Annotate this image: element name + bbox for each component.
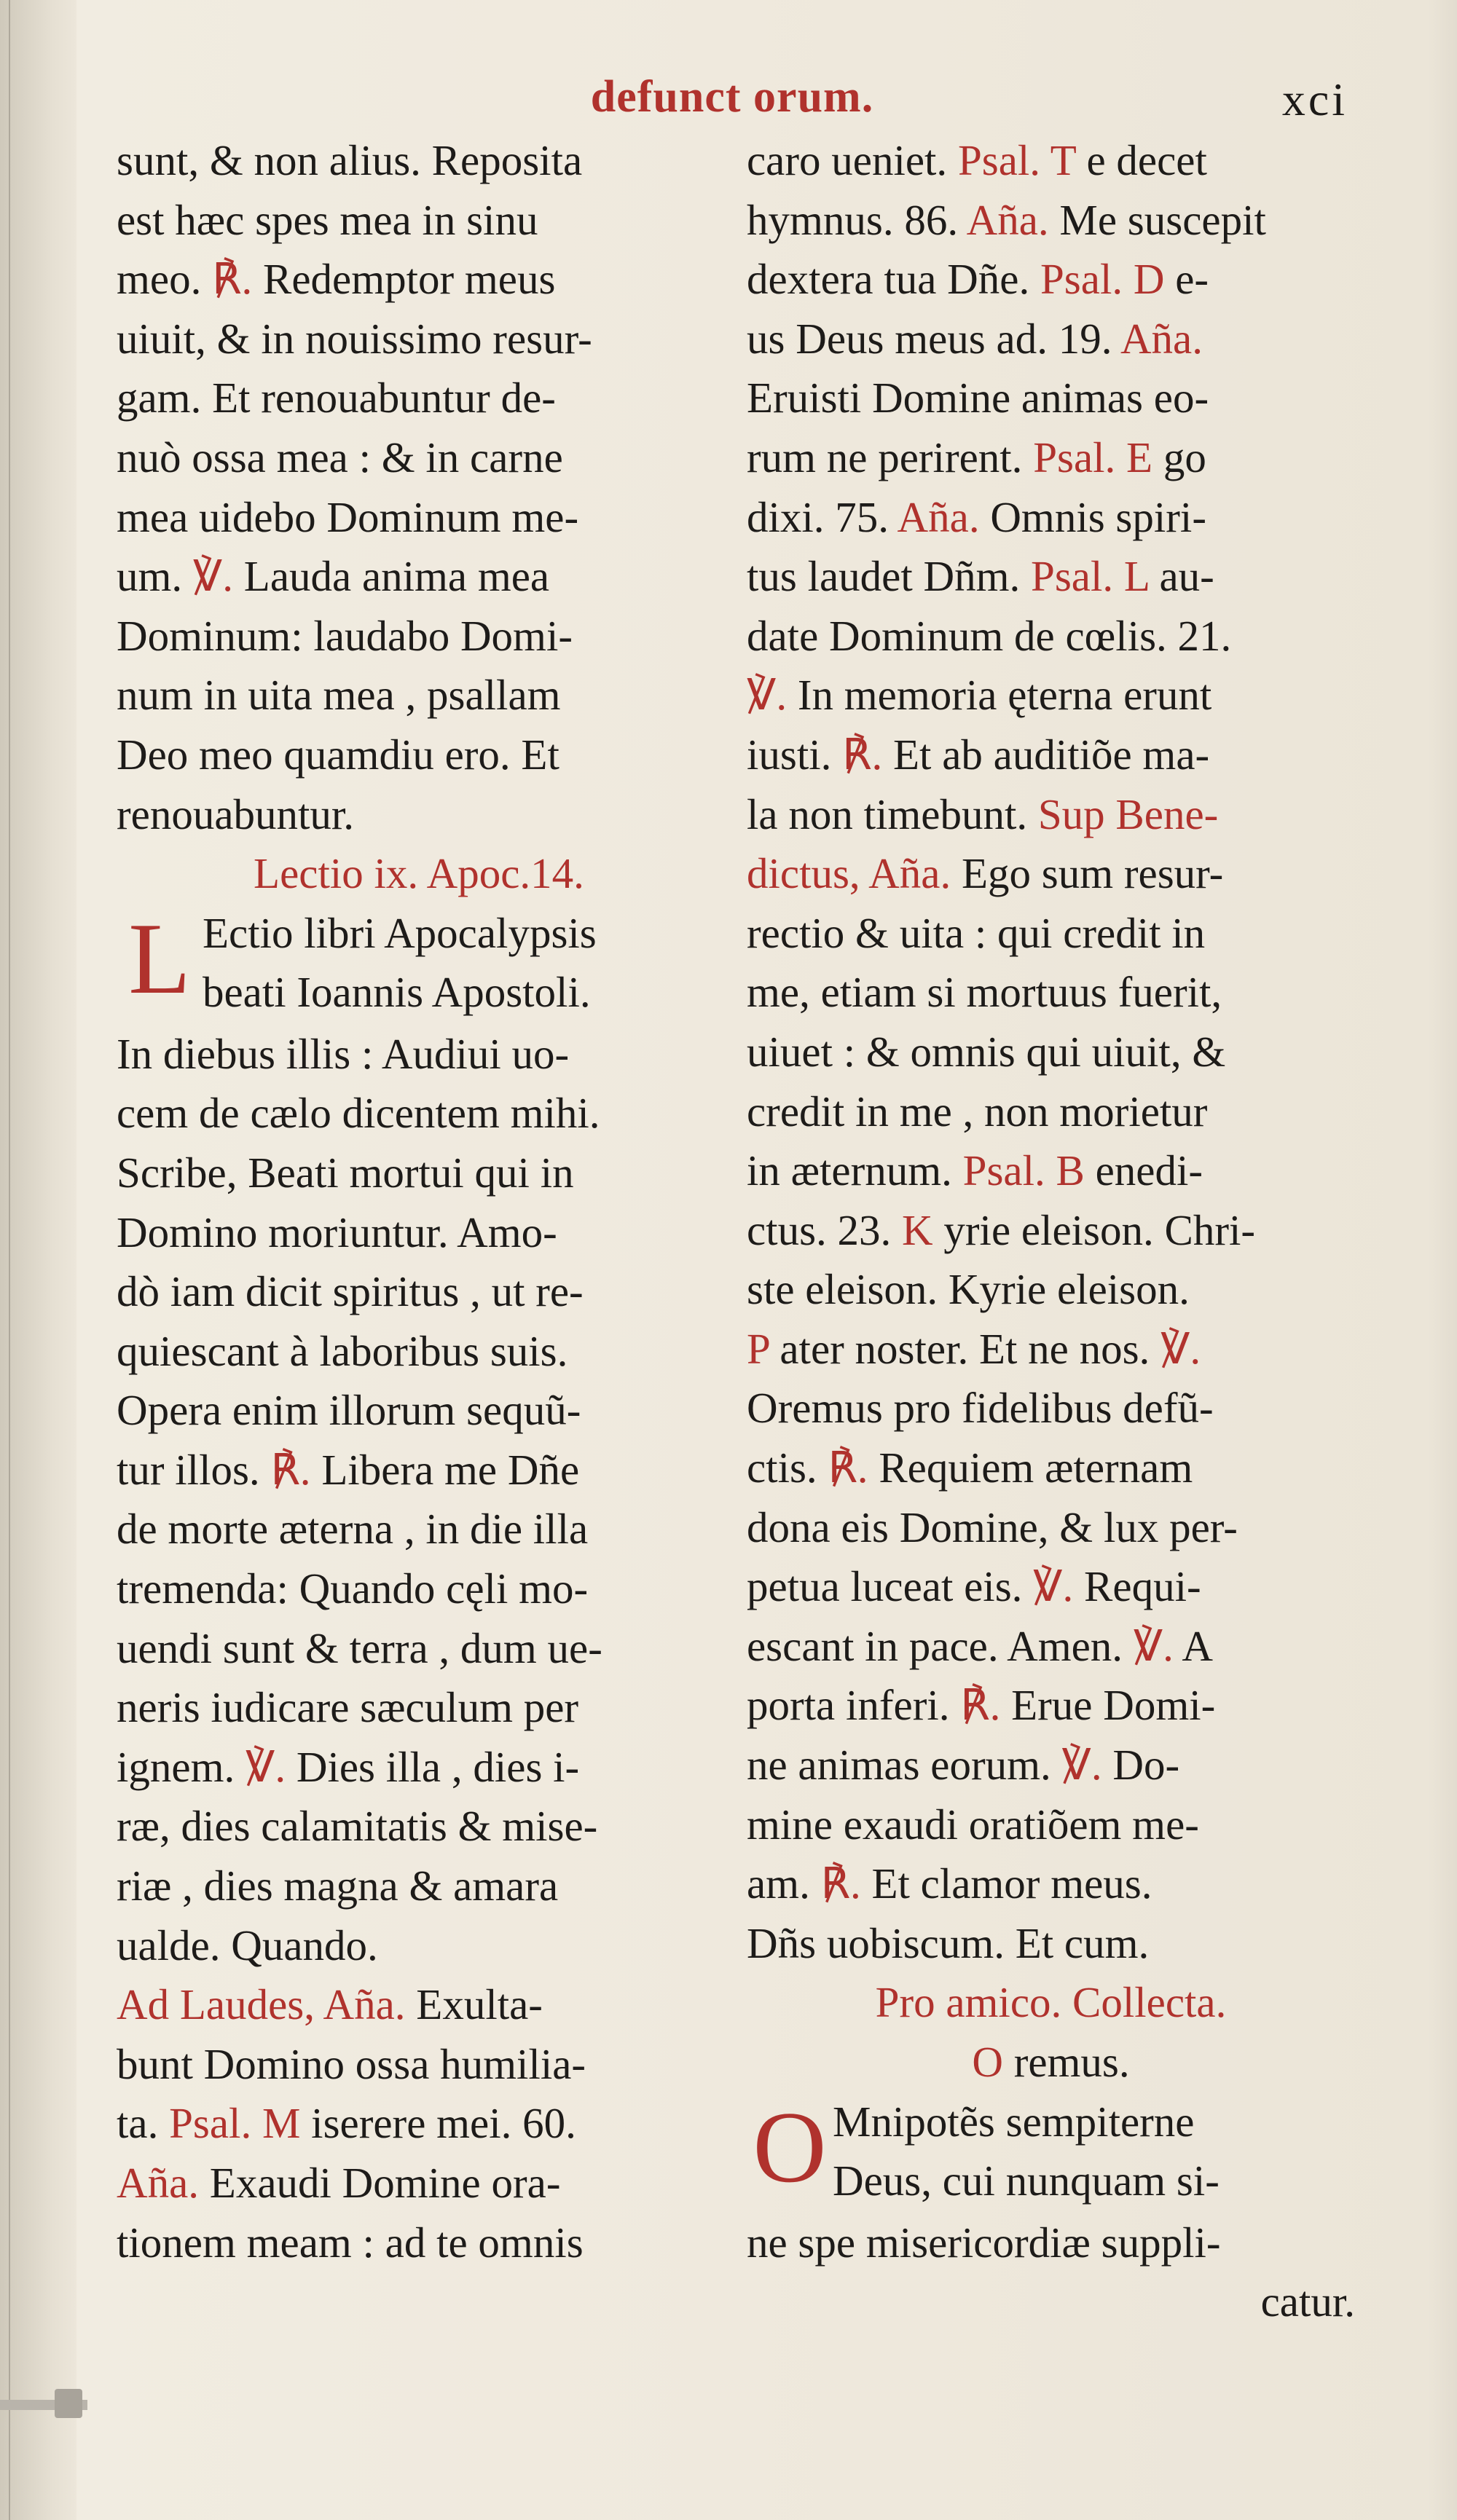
body-text: cem de cælo dicentem mihi. (117, 1089, 600, 1138)
body-text: Omnis spiri- (979, 492, 1206, 541)
text-line (747, 2272, 1355, 2332)
body-text: la non timebunt. (747, 790, 1038, 838)
text-line (117, 1559, 721, 1619)
body-text: dò iam dicit spiritus , ut re- (117, 1267, 584, 1316)
rubric-text: ℟. (820, 1859, 861, 1908)
body-text: neris iudicare sæculum per (117, 1683, 579, 1732)
text-line (747, 131, 1355, 191)
text-line (117, 2154, 721, 2213)
body-text: beati Ioannis Apostoli. (203, 968, 591, 1017)
text-line (747, 1557, 1355, 1617)
text-line (117, 1738, 721, 1798)
body-text: me, etiam si mortuus fuerit, (747, 968, 1222, 1017)
text-line (747, 1141, 1355, 1201)
body-text: tionem meam : ad te omnis (117, 2218, 584, 2267)
body-text: Requi- (1073, 1562, 1201, 1611)
body-text: Eruisti Domine animas eo- (747, 374, 1209, 422)
rubric-text: ℣. (1133, 1621, 1174, 1670)
text-line (117, 1678, 721, 1738)
rubric-text: Sup Bene- (1037, 790, 1219, 838)
text-line (747, 2033, 1355, 2092)
text-line (747, 1973, 1355, 2033)
body-text: Lauda anima mea (233, 552, 550, 601)
body-text: rectio & uita : qui credit in (747, 908, 1206, 957)
body-text: um. (117, 552, 193, 601)
text-line (117, 1025, 721, 1084)
text-line (117, 1619, 721, 1679)
body-text: go (1152, 433, 1206, 481)
text-line (117, 250, 721, 310)
body-text: date Dominum de cœlis. 21. (747, 611, 1232, 660)
body-text: uiuit, & in nouissimo resur- (117, 314, 592, 363)
body-text: riæ , dies magna & amara (117, 1862, 559, 1910)
text-line (117, 1916, 721, 1976)
rubric-text: ℣. (1161, 1324, 1201, 1373)
body-text: in æternum. (747, 1146, 963, 1195)
rubric-text: ℣. (1061, 1741, 1102, 1789)
text-line (747, 1438, 1355, 1498)
text-line (747, 666, 1355, 725)
text-line (747, 2151, 1355, 2211)
text-line (117, 1322, 721, 1382)
body-text: hymnus. 86. (747, 195, 967, 244)
text-line (117, 1203, 721, 1263)
rubric-text: Psal. E (1033, 433, 1153, 481)
text-line (747, 1023, 1355, 1082)
text-line (117, 1143, 721, 1203)
body-text: iserere mei. 60. (300, 2099, 576, 2148)
body-text: dona eis Domine, & lux per- (747, 1503, 1238, 1551)
body-text: Mnipotẽs sempiterne (833, 2097, 1195, 2146)
body-text: ctus. 23. (747, 1205, 903, 1254)
body-text: credit in me , non morietur (747, 1087, 1208, 1135)
text-line (747, 963, 1355, 1023)
text-line (747, 844, 1355, 904)
text-line (117, 904, 721, 964)
rubric-text: ℣. (1033, 1562, 1074, 1611)
body-text: ste eleison. Kyrie eleison. (747, 1265, 1190, 1314)
body-text: ræ, dies calamitatis & mise- (117, 1802, 598, 1851)
body-text: uiuet : & omnis qui uiuit, & (747, 1027, 1226, 1076)
text-line (117, 963, 721, 1023)
drop-cap-l: L (128, 902, 191, 1015)
rubric-text: Psal. T (957, 136, 1076, 184)
folio-number: xci (1281, 74, 1348, 125)
text-line (747, 904, 1355, 964)
body-text: quiescant à laboribus suis. (117, 1326, 568, 1375)
rubric-text: Psal. L (1031, 552, 1149, 601)
rubric-text: O (972, 2038, 1003, 2086)
text-line (747, 725, 1355, 785)
text-line (747, 1082, 1355, 1142)
body-text: Exaudi Domine ora- (199, 2159, 561, 2207)
text-line (747, 1676, 1355, 1736)
right-column (747, 131, 1355, 2332)
rubric-text: Lectio ix. Apoc.14. (254, 849, 584, 898)
text-line (117, 1797, 721, 1856)
text-line (747, 191, 1355, 251)
text-line (117, 191, 721, 251)
body-text: dixi. 75. (747, 492, 898, 541)
body-text: Dies illa , dies i- (286, 1742, 580, 1791)
body-text: bunt Domino ossa humilia- (117, 2039, 586, 2088)
rubric-text: dictus, Aña. (747, 849, 951, 898)
body-text: Requiem æternam (868, 1444, 1193, 1492)
rubric-text: Psal. B (962, 1146, 1085, 1195)
binding-clip (55, 2389, 82, 2418)
body-text: renouabuntur. (117, 790, 355, 838)
running-head: defunct orum. (590, 72, 874, 122)
text-line (747, 2213, 1355, 2273)
body-text: tus laudet Dñm. (747, 552, 1032, 601)
body-text: In diebus illis : Audiui uo- (117, 1029, 570, 1078)
body-text: Domino moriuntur. Amo- (117, 1208, 557, 1256)
text-line (747, 547, 1355, 607)
body-text: petua luceat eis. (747, 1562, 1034, 1611)
body-text: e decet (1075, 136, 1207, 184)
text-line (117, 785, 721, 845)
text-line (117, 2035, 721, 2095)
text-line (117, 1262, 721, 1322)
text-line (117, 2094, 721, 2154)
text-line (747, 488, 1355, 548)
text-line (117, 1500, 721, 1559)
text-line (117, 1856, 721, 1916)
text-line (117, 310, 721, 369)
rubric-text: ℟. (960, 1681, 1001, 1730)
text-line (117, 725, 721, 785)
text-line (747, 1854, 1355, 1914)
body-text: uendi sunt & terra , dum ue- (117, 1623, 602, 1672)
text-line (747, 1617, 1355, 1677)
body-text: Et clamor meus. (860, 1859, 1152, 1908)
body-text: iusti. (747, 730, 843, 779)
body-text: meo. (117, 255, 213, 304)
body-text: Deo meo quamdiu ero. Et (117, 730, 559, 779)
body-text: catur. (1260, 2277, 1355, 2326)
body-text: gam. Et renouabuntur de- (117, 374, 556, 422)
body-text: In memoria ęterna erunt (787, 671, 1212, 720)
text-line (117, 607, 721, 666)
body-text: ualde. Quando. (117, 1921, 378, 1969)
binding-edge (9, 0, 10, 2520)
text-line (747, 607, 1355, 666)
body-text: Deus, cui nunquam si- (833, 2157, 1220, 2205)
text-line (117, 131, 721, 191)
text-line (747, 1498, 1355, 1558)
text-line (747, 2092, 1355, 2152)
rubric-text: ℣. (245, 1742, 286, 1791)
body-text: Et ab auditiõe ma- (882, 730, 1210, 779)
left-column (117, 131, 721, 2272)
body-text: escant in pace. Amen. (747, 1621, 1134, 1670)
rubric-text: K (902, 1205, 933, 1254)
text-line (747, 1736, 1355, 1795)
body-text: Scribe, Beati mortui qui in (117, 1148, 574, 1197)
rubric-text: Pro amico. Collecta. (875, 1978, 1227, 2027)
body-text: tremenda: Quando cęli mo- (117, 1564, 589, 1613)
text-line (117, 666, 721, 725)
body-text: nuò ossa mea : & in carne (117, 433, 563, 481)
body-text: ctis. (747, 1444, 828, 1492)
body-text: Erue Domi- (1000, 1681, 1216, 1730)
body-text: Redemptor meus (252, 255, 556, 304)
body-text: e- (1164, 255, 1209, 304)
body-text: au- (1148, 552, 1214, 601)
text-line (747, 310, 1355, 369)
text-line (117, 1381, 721, 1441)
body-text: remus. (1002, 2038, 1130, 2086)
body-text: Exulta- (405, 1980, 543, 2029)
text-line (747, 250, 1355, 310)
body-text: ne spe misericordiæ suppli- (747, 2218, 1221, 2267)
text-line (747, 369, 1355, 428)
body-text: A (1173, 1621, 1214, 1670)
rubric-text: ℟. (212, 255, 253, 304)
rubric-text: Psal. M (169, 2099, 301, 2148)
text-line (747, 1320, 1355, 1379)
binding-gutter (0, 0, 76, 2520)
body-text: yrie eleison. Chri- (932, 1205, 1256, 1254)
rubric-text: Aña. (1120, 314, 1203, 363)
body-text: Opera enim illorum sequũ- (117, 1386, 581, 1435)
rubric-text: Aña. (966, 195, 1049, 244)
body-text: porta inferi. (747, 1681, 961, 1730)
body-text: ne animas eorum. (747, 1741, 1062, 1789)
rubric-text: Aña. (117, 2159, 200, 2207)
body-text: Me suscepit (1048, 195, 1266, 244)
body-text: us Deus meus ad. 19. (747, 314, 1120, 363)
text-line (117, 428, 721, 488)
text-line (117, 547, 721, 607)
body-text: rum ne perirent. (747, 433, 1034, 481)
text-line (117, 488, 721, 548)
text-line (747, 428, 1355, 488)
text-line (117, 1441, 721, 1500)
body-text: Libera me Dñe (310, 1445, 580, 1494)
body-text: am. (747, 1859, 821, 1908)
body-text: enedi- (1084, 1146, 1203, 1195)
body-text: Do- (1101, 1741, 1180, 1789)
text-line (747, 1795, 1355, 1855)
body-text: Ego sum resur- (951, 849, 1224, 898)
rubric-text: ℟. (842, 730, 883, 779)
body-text: caro ueniet. (747, 136, 958, 184)
drop-cap-o: O (753, 2090, 827, 2204)
rubric-text: Ad Laudes, Aña. (117, 1980, 406, 2029)
rubric-text: ℣. (747, 671, 788, 720)
text-line (747, 1260, 1355, 1320)
text-line (747, 1201, 1355, 1261)
rubric-text: ℣. (192, 552, 234, 601)
body-text: Dominum: laudabo Domi- (117, 611, 573, 660)
body-text: ater noster. Et ne nos. (769, 1324, 1161, 1373)
text-line (117, 369, 721, 428)
body-text: num in uita mea , psallam (117, 671, 561, 720)
rubric-text: ℟. (828, 1444, 868, 1492)
body-text: Oremus pro fidelibus defũ- (747, 1384, 1214, 1433)
body-text: Dñs uobiscum. Et cum. (747, 1918, 1150, 1967)
lectio-initial-block (117, 904, 721, 1023)
text-line (117, 2213, 721, 2273)
text-line (747, 1379, 1355, 1438)
body-text: mea uidebo Dominum me- (117, 492, 579, 541)
text-line (747, 1914, 1355, 1974)
text-line (117, 1975, 721, 2035)
body-text: Ectio libri Apocalypsis (203, 908, 597, 957)
rubric-text: P (747, 1324, 769, 1373)
body-text: de morte æterna , in die illa (117, 1505, 589, 1554)
body-text: est hæc spes mea in sinu (117, 195, 538, 244)
text-line (117, 1084, 721, 1143)
body-text: dextera tua Dñe. (747, 255, 1040, 304)
text-line (747, 785, 1355, 845)
collect-initial-block (747, 2092, 1355, 2211)
rubric-text: Aña. (897, 492, 980, 541)
body-text: mine exaudi oratiõem me- (747, 1800, 1199, 1848)
body-text: tur illos. (117, 1445, 271, 1494)
body-text: ignem. (117, 1742, 246, 1791)
body-text: ta. (117, 2099, 170, 2148)
rubric-text: ℟. (270, 1445, 311, 1494)
body-text: sunt, & non alius. Reposita (117, 136, 583, 184)
rubric-text: Psal. D (1040, 255, 1165, 304)
text-line (117, 844, 721, 904)
